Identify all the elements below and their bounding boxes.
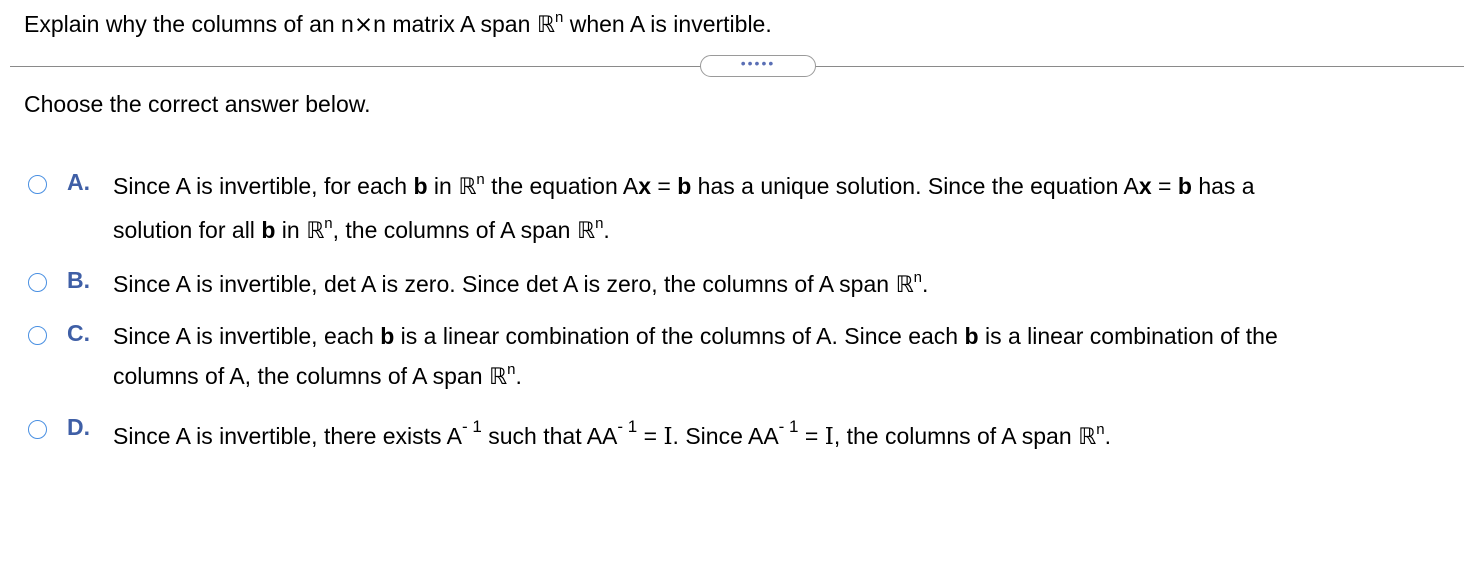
radio-button-d[interactable] — [28, 420, 47, 439]
question-part: n matrix A span — [373, 11, 537, 37]
question-text — [24, 8, 772, 44]
option-text: Since A is invertible, there exists $A^{- 1}$ such that $AA^{- 1} = I$. Since $AA^{- 1} = I$, the columns of A span ℝ$^n$. — [113, 417, 1111, 450]
option-letter: C. — [67, 320, 90, 346]
option-text: Since A is invertible, each b is a linear combination of the columns of A. Since each b is a linear combination of the columns of A, the columns of A span ℝ$^n$. — [113, 323, 1278, 390]
instruction-text: Choose the correct answer below. — [24, 91, 371, 117]
question-part: when A is invertible. — [563, 11, 772, 37]
question-part: Explain why the columns of an n — [24, 11, 354, 37]
option-text: Since A is invertible, det A is zero. Since det A is zero, the columns of A span ℝ$^n$. — [113, 269, 929, 298]
radio-button-a[interactable] — [28, 175, 47, 194]
expand-question-button[interactable] — [700, 55, 816, 77]
option-letter: D. — [67, 414, 90, 440]
option-text: Since A is invertible, for each b in ℝ$^n$ the equation Ax = b has a unique solution. Since the equation Ax = b has a solution for all b in ℝ$^n$, the columns of A span ℝ$^n$. — [113, 171, 1255, 244]
exponent-n: n — [555, 9, 564, 26]
ellipsis-icon: ••••• — [740, 55, 776, 71]
radio-button-b[interactable] — [28, 273, 47, 292]
option-letter: B. — [67, 267, 90, 293]
times-symbol: × — [353, 12, 374, 38]
radio-button-c[interactable] — [28, 326, 47, 345]
real-numbers-symbol: ℝ — [536, 12, 555, 38]
option-letter: A. — [67, 169, 90, 195]
